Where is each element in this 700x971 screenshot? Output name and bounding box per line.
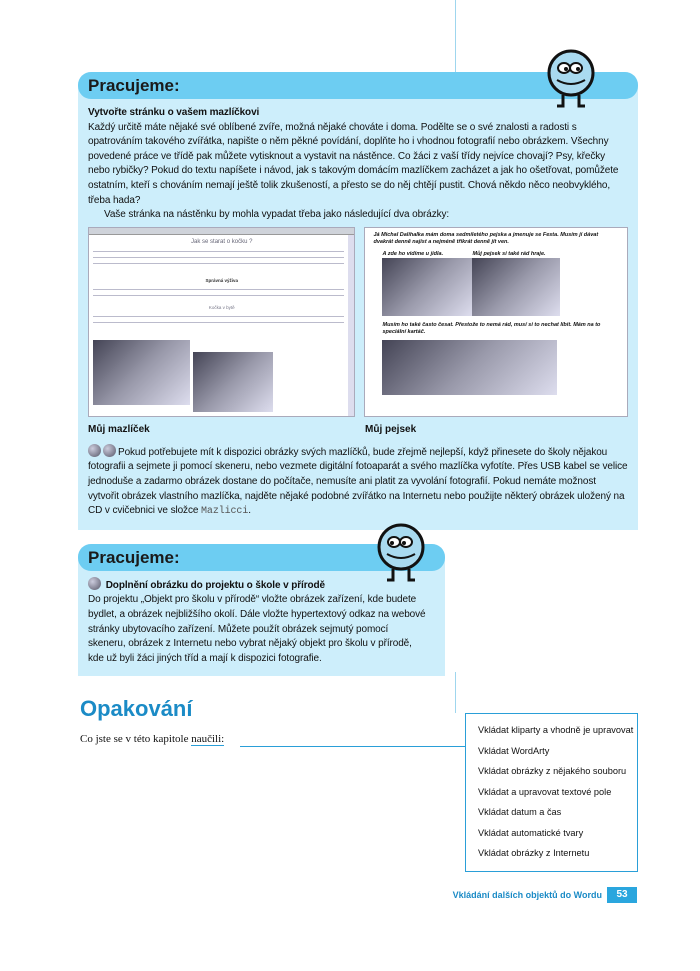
margin-line <box>455 0 456 72</box>
text-lines <box>93 249 344 269</box>
cd-icon <box>88 444 101 457</box>
example-dog-page <box>364 227 628 417</box>
task-heading: Pracujeme: <box>78 544 445 571</box>
task-heading: Pracujeme: <box>78 72 638 99</box>
mascot-icon <box>373 522 429 584</box>
review-list <box>465 713 638 872</box>
caption-cat: Můj mazlíček <box>88 423 150 435</box>
example-cat-subtitle: Kočka v bytě <box>208 304 235 310</box>
text-lines <box>93 314 344 324</box>
mascot-icon <box>543 48 599 110</box>
dog-intro: Já Michal Dalihalka mám doma sedmiletého pejska a jmenuje se Festa. Musím jí dávat dvakrát denně najíst a nejméně třikrát denně jít ven. <box>373 231 599 245</box>
review-prompt-text: Co jste se v této kapitole <box>80 733 192 745</box>
dog-playing-photo <box>472 258 560 316</box>
kittens-photo <box>193 352 273 412</box>
review-item: Vkládat WordArty <box>478 745 550 756</box>
margin-line <box>455 672 456 713</box>
task-title: Vytvořte stránku o vašem mazlíčkovi <box>88 107 260 118</box>
review-item: Vkládat obrázky z Internetu <box>478 848 590 858</box>
task-box-1: Pracujeme: Vytvořte stránku o vašem mazlíčkovi Každý určitě máte nějaké své oblíbené zvíře, možná nějaké chováte i doma. Podělte se o své znalosti a radosti s opatrováním takového zvířátka, napište o něm pěkné povídání, doplňte ho i vhodnou fotografií nebo obrázkem. Všechny povedené práce ve třídě pak můžete vytisknout a vystavit na nástěnce. Co žáci z vaší třídy nejvíce chovají? Psy, křečky nebo rybičky? Pokud do textu napíšete i návod, jak s takovým domácím mazlíčkem zacházet a jak ho ošetřovat, pomůžete ostatním, kteří s chováním nemají ještě tolik zkušeností, a přesto se do něj chtějí pustit. Chová někdo něco neobvyklého, třeba hada? Vaše stránka na nástěnku by mohla vypadat třeba jako následující dva obrázky: Jak se starat o kočku ? Správná výživa Kočka v bytě Já Michal Dalihalka mám doma sedmiletého pejska a jmenuje se Festa. Musím jí dávat dvakrát denně najíst a nejméně třikrát denně jít ven. A zde ho vidíme u jídla. Můj pejsek si také rád hraje. Musím ho také často česat. Přestože to nemá rád, musí si to nechat líbit. Mám na to speciální kartáč. Můj mazlíček Můj pejsek Pokud potřebujete mít k dispozici obrázky svých mazlíčků, bude zřejmě nejlepší, když přinesete do školy nějakou fotografii a sejmete ji pomocí skeneru, nebo vezmete digitální fotoaparát a svého mazlíčka vyfotíte. Přes USB kabel se velice jednoduše a zadarmo obrázek dostane do počítače, nemusíte ani platit za vyvolání fotografií. Pokud nemáte možnost vytvořit obrázek vlastního mazlíčka, najděte nějaké podobné zvířátko na Internetu nebo použijte některý obrázek uložený na CD v cvičebnici ve složce Mazlicci. <box>78 72 638 530</box>
dog-photo-label: Můj pejsek si také rád hraje. <box>472 250 546 257</box>
task-paragraph-2: Vaše stránka na nástěnku by mohla vypadat třeba jako následující dva obrázky: <box>104 209 450 221</box>
scrollbar <box>348 235 354 416</box>
dog-text: Musím ho také často česat. Přestože to nemá rád, musí si to nechat líbit. Mám na to speciální kartáč. <box>382 321 601 335</box>
task-title: Doplnění obrázku do projektu o škole v přírodě <box>105 579 326 591</box>
review-prompt <box>80 733 224 745</box>
globe-icon <box>88 577 101 590</box>
dog-photo-label: A zde ho vidíme u jídla. <box>382 250 444 257</box>
caption-dog: Můj pejsek <box>365 423 417 435</box>
cat-photo <box>93 340 190 405</box>
review-heading: Opakování <box>80 696 193 721</box>
footer-chapter: Vkládání dalších objektů do Wordu <box>452 890 602 900</box>
review-prompt-underlined: naučili: <box>191 733 225 745</box>
folder-name: Mazlicci <box>201 506 249 518</box>
example-cat-title: Jak se starat o kočku ? <box>191 238 253 245</box>
review-item: Vkládat a upravovat textové pole <box>478 786 612 797</box>
review-item: Vkládat automatické tvary <box>478 827 584 838</box>
example-cat-subtitle: Správná výživa <box>205 277 238 283</box>
page-number: 53 <box>607 887 637 903</box>
review-item: Vkládat obrázky z nějakého souboru <box>478 766 627 776</box>
review-item: Vkládat datum a čas <box>478 807 562 817</box>
dog-brushing-photo <box>382 340 557 395</box>
globe-icon <box>103 444 116 457</box>
connector-line <box>240 746 465 747</box>
task-paragraph: Do projektu „Objekt pro školu v přírodě“ vložte obrázek zařízení, kde budete bydlet, a obrázek nejbližšího okolí. Dále vložte hypertextový odkaz na webové stránky ubytovacího zařízení. Můžete použít obrázek sejmutý pomocí skeneru, obrázek z Internetu nebo vybrat nějaký objekt pro školu v přírodě, kde už byli žáci jiných tříd a mají k dispozici fotografie. <box>88 594 426 664</box>
task-box-2 <box>78 544 445 677</box>
text-lines <box>93 287 344 301</box>
example-cat-page <box>88 227 355 417</box>
tip-text: Pokud potřebujete mít k dispozici obrázky svých mazlíčků, bude zřejmě nejlepší, když přinesete do školy nějakou fotografii a sejmete ji pomocí skeneru, nebo vezmete digitální fotoaparát a svého mazlíčka vyfotíte. Přes USB kabel se velice jednoduše a zadarmo obrázek dostane do počítače, nemusíte ani platit za vyvolání fotografií. Pokud nemáte možnost vytvořit obrázek vlastního mazlíčka, najděte nějaké podobné zvířátko na Internetu nebo použijte některý obrázek uložený na CD v cvičebnici ve složce <box>88 446 628 517</box>
dog-eating-photo <box>382 258 472 316</box>
review-item: Vkládat kliparty a vhodně je upravovat <box>478 725 634 735</box>
task-paragraph: Každý určitě máte nějaké své oblíbené zvíře, možná nějaké chováte i doma. Podělte se o své znalosti a radosti s opatrováním takového zvířátka, napište o něm pěkné povídání, doplňte ho i vhodnou fotografií nebo obrázkem. Všechny povedené práce ve třídě pak můžete vytisknout a vystavit na nástěnce. Co žáci z vaší třídy nejvíce chovají? Psy, křečky nebo rybičky? Pokud do textu napíšete i návod, jak s takovým domácím mazlíčkem zacházet a jak ho ošetřovat, pomůžete ostatním, kteří s chováním nemají ještě tolik zkušeností, a přesto se do něj chtějí pustit. Chová někdo něco neobvyklého, třeba hada? <box>88 121 619 206</box>
